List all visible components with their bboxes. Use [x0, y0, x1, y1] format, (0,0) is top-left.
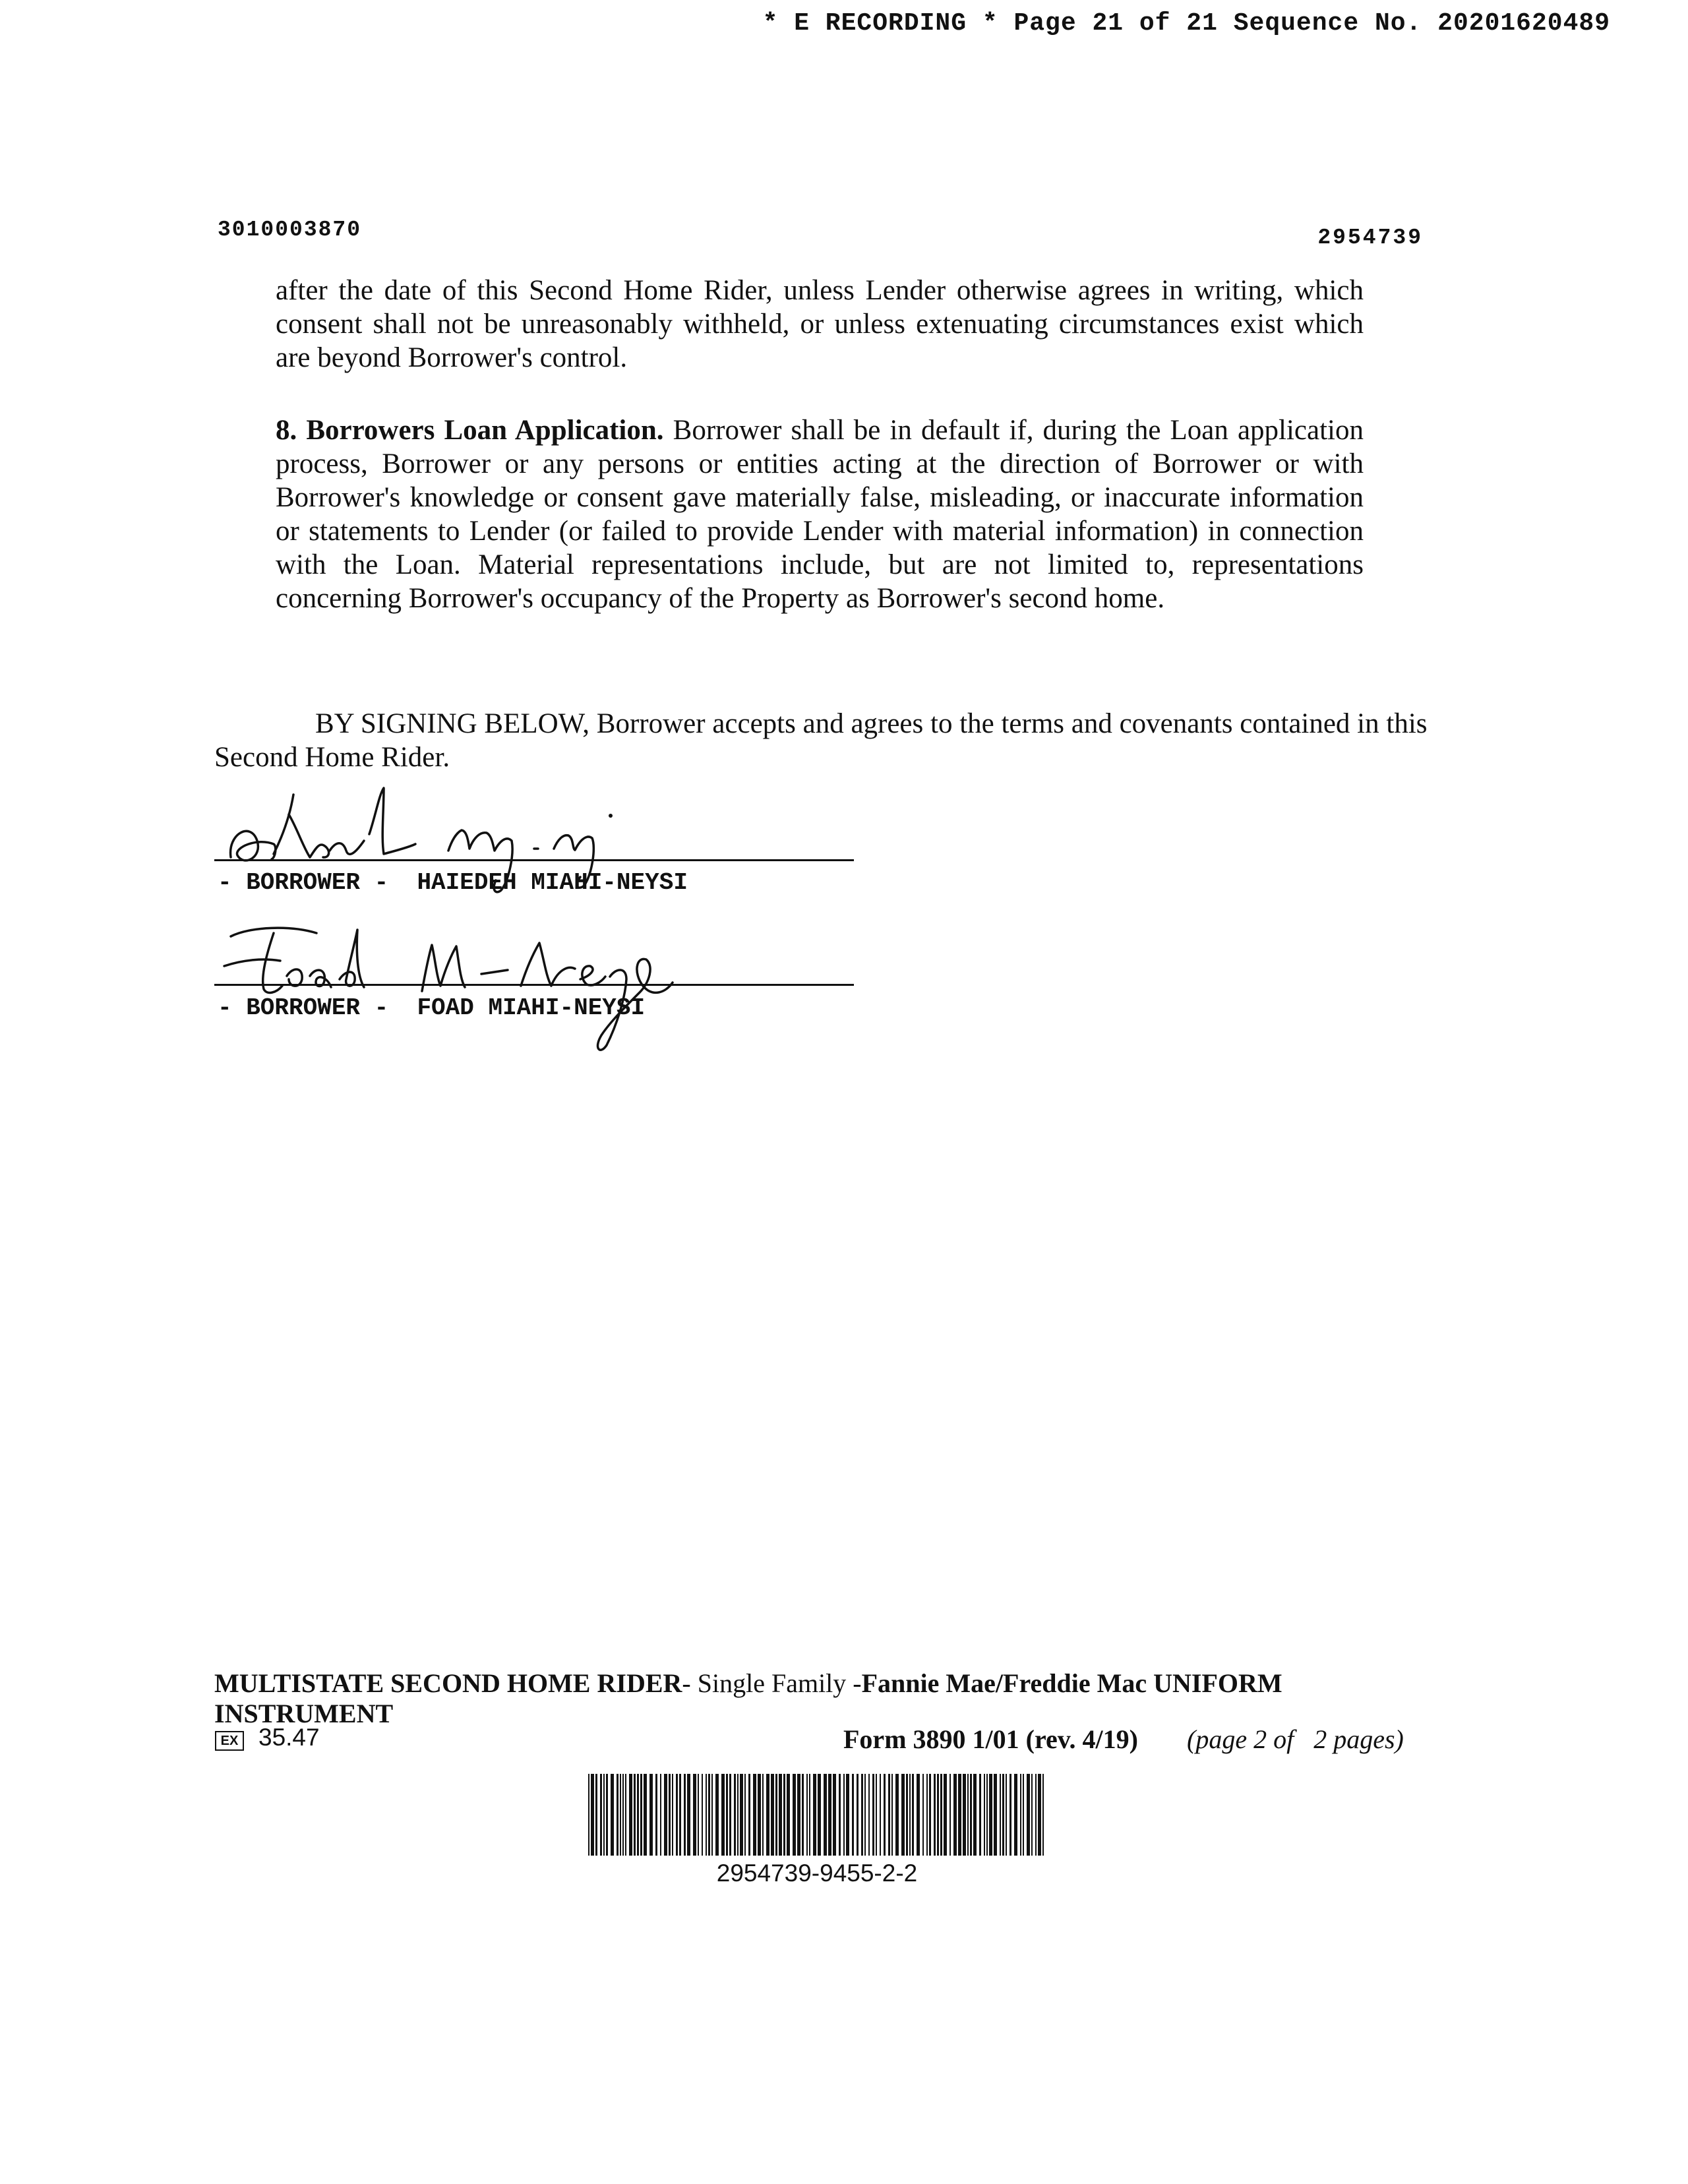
form-title	[214, 1668, 1467, 1729]
borrower-1-signature-line	[214, 859, 854, 861]
section-8-paragraph	[276, 413, 1364, 615]
form-title-bold-2: Fannie Mae/Freddie Mac UNIFORM INSTRUMENT	[214, 1668, 1282, 1728]
min-number: 2954739	[1317, 226, 1423, 250]
borrower-2-signature-line	[214, 984, 854, 986]
section-8-heading: 8. Borrowers Loan Application.	[276, 415, 664, 446]
section-8-text: Borrower shall be in default if, during the Loan application process, Borrower or any persons or entities acting at the direction of Borrower or with Borrower's knowledge or consent gave materially false, misleading, or inaccurate information or statements to Lender (or failed to provide Lender with material information) in connection with the Loan. Material representations include, but are not limited to, representations concerning Borrower's occupancy of the Property as Borrower's second home.	[276, 415, 1364, 614]
form-number: Form 3890 1/01 (rev. 4/19)	[843, 1724, 1138, 1754]
barcode-number: 2954739-9455-2-2	[716, 1860, 918, 1887]
paragraph-continuation: after the date of this Second Home Rider, unless Lender otherwise agrees in writing, which consent shall not be unreasonably withheld, or unless extenuating circumstances exist which are beyond Borrower's control.	[276, 275, 1364, 373]
form-title-rest: - Single Family -	[682, 1668, 862, 1698]
recording-header: * E RECORDING * Page 21 of 21 Sequence No. 20201620489	[762, 9, 1610, 38]
borrower-1-label: - BORROWER - HAIEDEH MIAHI-NEYSI	[218, 869, 688, 896]
loan-number: 3010003870	[218, 218, 362, 242]
borrower-1-signature	[211, 775, 870, 926]
signing-statement-text: BY SIGNING BELOW, Borrower accepts and agrees to the terms and covenants contained in this Second Home Rider.	[214, 708, 1428, 773]
ex-badge: EX	[215, 1731, 244, 1751]
borrower-2-signature	[211, 913, 870, 1065]
borrower-2-label: - BORROWER - FOAD MIAHI-NEYSI	[218, 994, 646, 1021]
ex-code: 35.47	[258, 1724, 320, 1751]
signing-statement	[214, 707, 1428, 774]
barcode	[587, 1774, 1047, 1856]
page-indicator: (page 2 of 2 pages)	[1187, 1724, 1404, 1754]
form-title-bold: MULTISTATE SECOND HOME RIDER	[214, 1668, 682, 1698]
